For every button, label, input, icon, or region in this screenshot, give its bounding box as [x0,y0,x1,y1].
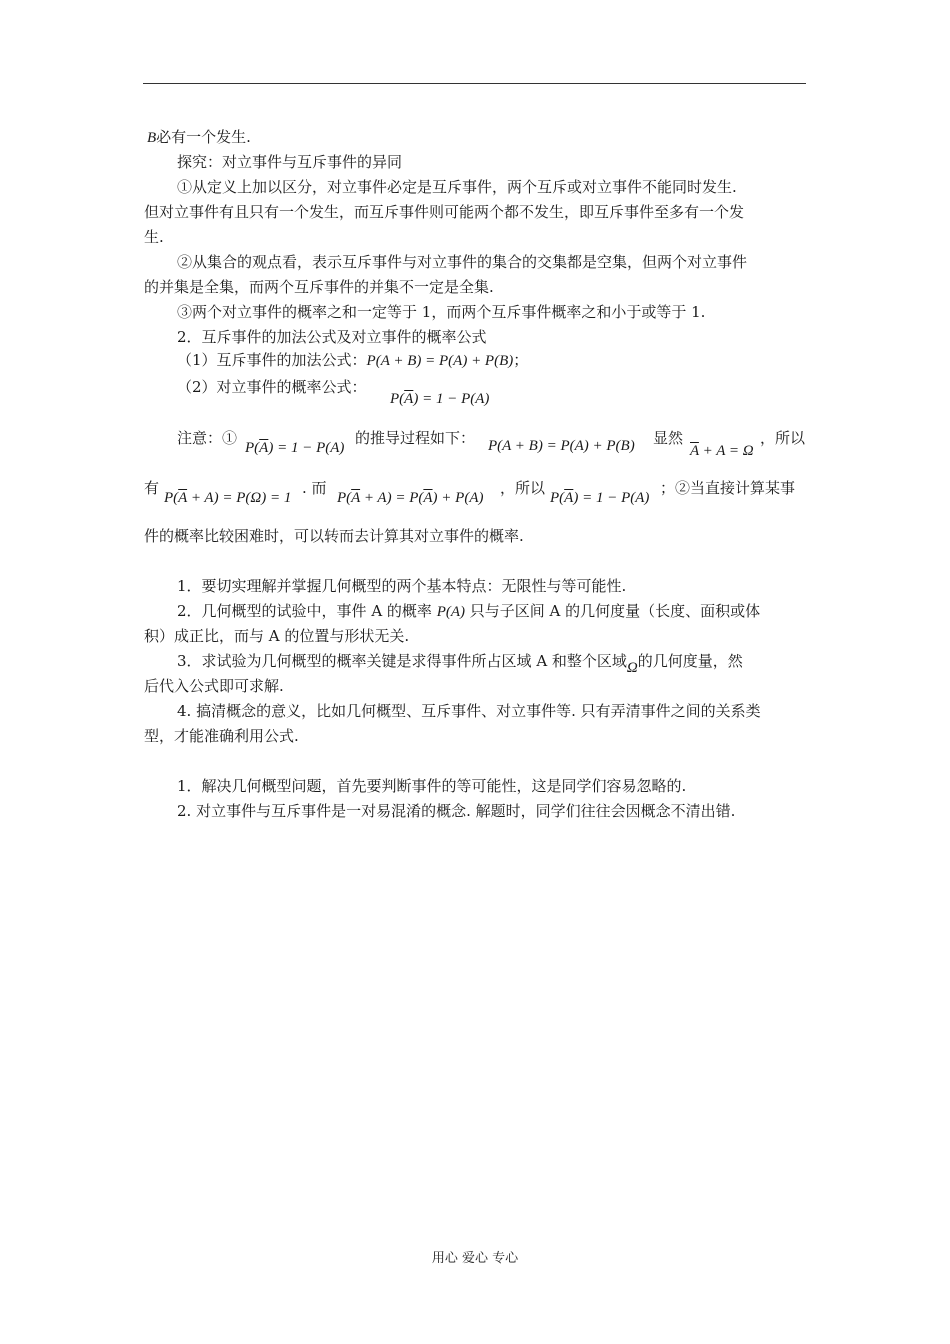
f: + A = Ω [698,443,754,459]
caution-1: 1．解决几何概型问题，首先要判断事件的等可能性，这是同学们容易忽略的. [177,777,687,795]
f-bar: $\overline{A}$ [178,490,188,506]
point-3: ③两个对立事件的概率之和一定等于 1，而两个互斥事件概率之和小于或等于 1. [177,303,706,321]
t: 的几何度量，然 [637,652,743,670]
page-footer: 用心 爱心 专心 [431,1251,519,1266]
f: ) = 1 − P(A) [268,440,345,456]
f-bar: $\overline{A}$ [259,440,269,456]
t: 只与子区间 A 的几何度量（长度、面积或体 [465,602,761,620]
omega: Ω [626,660,638,676]
f: + A) = P( [360,490,424,506]
point-1-line-1: ①从定义上加以区分，对立事件必定是互斥事件，两个互斥或对立事件不能同时发生. [177,178,737,196]
geometric-point-3-line-1 [177,651,743,676]
f-bar: $\overline{A}$ [423,490,433,506]
formula-heading: 2．互斥事件的加法公式及对立事件的概率公式 [177,328,487,346]
f: P( [164,490,179,506]
note-formula-1 [245,438,344,458]
note2-formula-2 [337,488,483,508]
note2-formula-3 [550,488,649,508]
geometric-point-2-line-2: 积）成正比，而与 A 的位置与形状无关. [144,627,410,645]
note2-text-3: ，所以 [500,479,546,497]
note2-text-1: 有 [144,479,160,497]
addition-formula: P(A + B) = P(A) + P(B) [366,353,514,369]
geometric-point-2-line-1 [177,601,760,622]
note-text-3: 显然 [653,429,684,447]
geometric-point-1: 1．要切实理解并掌握几何概型的两个基本特点：无限性与等可能性. [177,577,627,595]
complement-formula [390,389,489,409]
note2-formula-1 [164,488,291,508]
f-bar: $\overline{A}$ [351,490,361,506]
f: ) + P(A) [432,490,484,506]
point-1-line-3: 生. [144,228,164,246]
note2-text-2: . 而 [302,479,327,497]
f-bar: $\overline{A}$ [404,391,414,407]
note-formula-2: P(A + B) = P(A) + P(B) [488,438,635,454]
note-text-4: ，所以 [760,429,806,447]
t: 3．求试验为几何概型的概率关键是求得事件所占区域 A 和整个区域 [177,652,627,670]
f-bar: $\overline{A}$ [690,443,699,459]
addition-formula-line [177,350,528,371]
note-text-1: 注意：① [177,429,238,447]
f: ) = 1 − P(A) [573,490,650,506]
f: P( [390,391,405,407]
f-bar: $\overline{A}$ [564,490,574,506]
note2-continuation: 件的概率比较困难时，可以转而去计算其对立事件的概率. [144,527,524,545]
note-formula-3 [690,441,754,461]
geometric-point-3-line-2: 后代入公式即可求解. [144,677,284,695]
f: P( [550,490,565,506]
point-1-line-2: 但对立事件有且只有一个发生，而互斥事件则可能两个都不发生，即互斥事件至多有一个发 [144,203,745,221]
t: 2．几何概型的试验中，事件 A 的概率 [177,602,437,620]
text: 必有一个发生. [156,128,251,146]
geometric-point-4-line-2: 型，才能准确利用公式. [144,727,299,745]
header-rule [143,83,806,84]
paragraph-continuation [147,127,251,148]
section-heading: 探究：对立事件与互斥事件的异同 [177,153,403,171]
point-2-line-2: 的并集是全集，而两个互斥事件的并集不一定是全集. [144,278,494,296]
point-2-line-1: ②从集合的观点看，表示互斥事件与对立事件的集合的交集都是空集，但两个对立事件 [177,253,748,271]
f: + A) = P(Ω) = 1 [187,490,292,506]
caution-2: 2. 对立事件与互斥事件是一对易混淆的概念. 解题时，同学们往往会因概念不清出错. [177,802,736,820]
f: P( [245,440,260,456]
addition-formula-label: （1）互斥事件的加法公式： [177,351,367,369]
punct: ； [513,351,529,369]
complement-formula-label: （2）对立事件的概率公式： [177,378,367,396]
note-text-2: 的推导过程如下： [355,429,476,447]
f: P( [337,490,352,506]
var-b: B [147,130,157,146]
note2-text-4: ；②当直接计算某事 [660,479,796,497]
geometric-point-4-line-1: 4. 搞清概念的意义，比如几何概型、互斥事件、对立事件等. 只有弄清事件之间的关系类 [177,702,761,720]
f: P(A) [436,604,466,620]
f: ) = 1 − P(A) [413,391,490,407]
